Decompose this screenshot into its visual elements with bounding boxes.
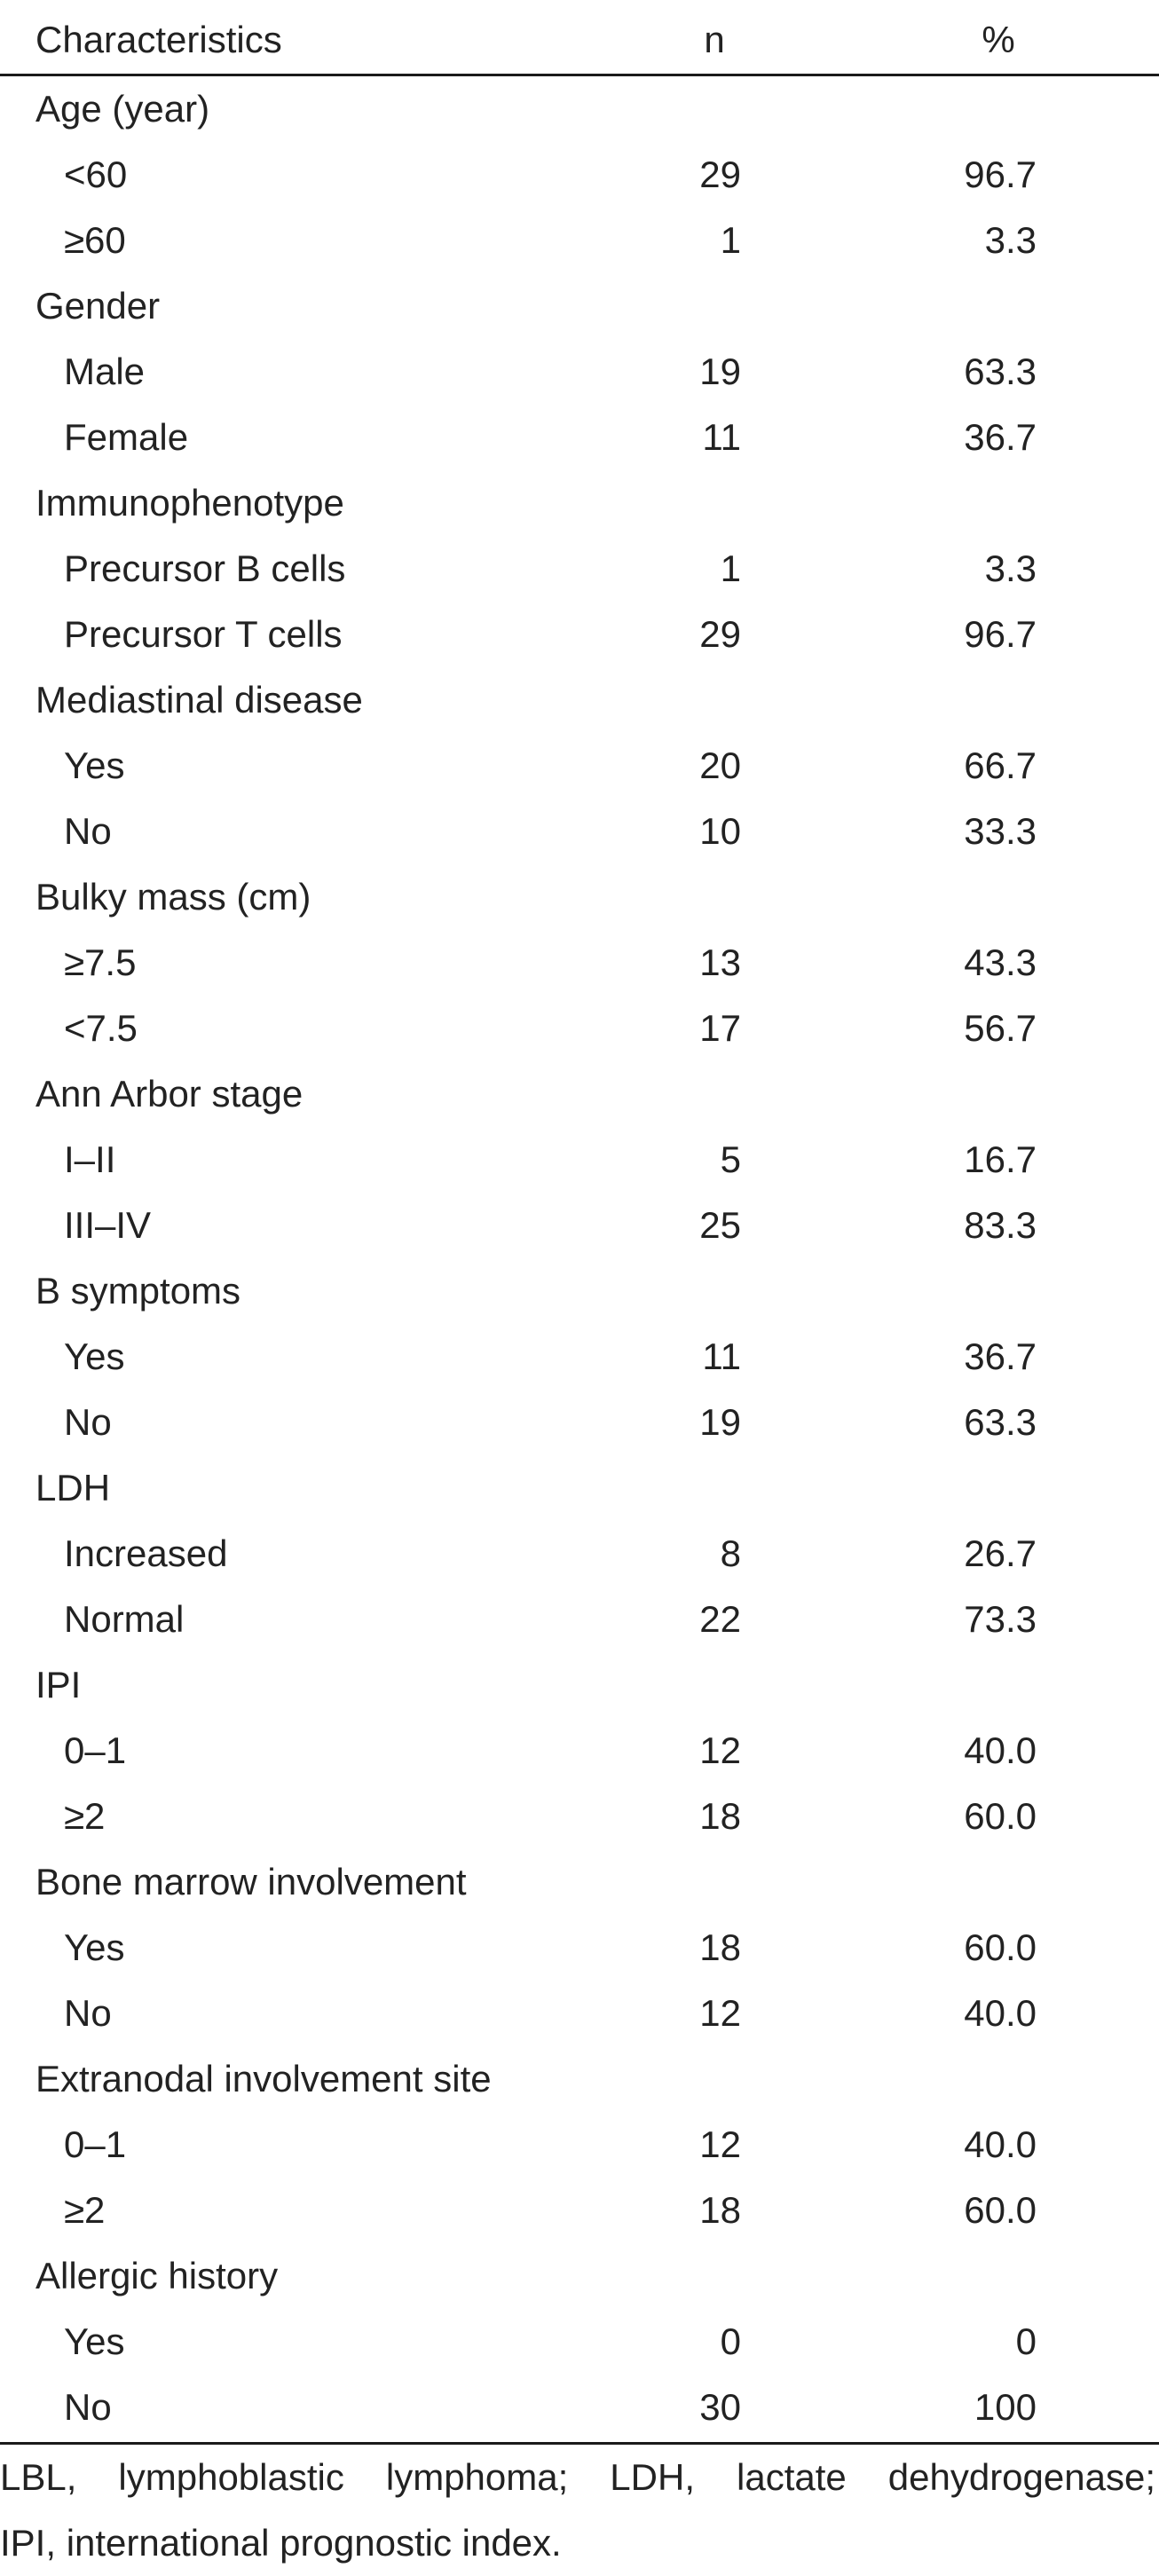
category-row <box>0 1061 1159 1127</box>
table-row <box>0 405 1159 470</box>
row-n-value: 11 <box>702 1335 741 1377</box>
row-percent-value: 60.0 <box>964 1795 1037 1837</box>
category-label: Immunophenotype <box>35 482 344 524</box>
table-row <box>0 1784 1159 1849</box>
row-percent-value: 100 <box>974 2386 1037 2428</box>
footnote-line-2: IPI, international prognostic index. <box>0 2522 562 2564</box>
table-row <box>0 2309 1159 2375</box>
table-row <box>0 1324 1159 1390</box>
row-percent-value: 63.3 <box>964 351 1037 392</box>
row-label: 0–1 <box>64 1729 127 1771</box>
row-label: ≥2 <box>64 1795 106 1837</box>
row-n-value: 18 <box>699 1926 741 1968</box>
row-percent-value: 3.3 <box>984 547 1037 589</box>
row-n-value: 13 <box>699 941 741 983</box>
row-n-value: 8 <box>720 1532 741 1574</box>
category-row <box>0 864 1159 930</box>
row-n-value: 22 <box>699 1598 741 1640</box>
category-label: Allergic history <box>35 2255 279 2296</box>
row-n-value: 19 <box>699 351 741 392</box>
row-percent-value: 0 <box>1015 2320 1037 2362</box>
row-n-value: 5 <box>720 1138 741 1180</box>
category-label: Bulky mass (cm) <box>35 876 311 918</box>
table-row <box>0 996 1159 1061</box>
table-row <box>0 1981 1159 2046</box>
footnote-line-1: LBL, lymphoblastic lymphoma; LDH, lactate dehydrogenase; <box>0 2456 1155 2498</box>
row-label: No <box>64 810 112 852</box>
row-label: <60 <box>64 154 128 195</box>
header-n: n <box>704 19 725 60</box>
category-row <box>0 2046 1159 2112</box>
category-label: Mediastinal disease <box>35 679 363 721</box>
category-label: IPI <box>35 1664 82 1706</box>
row-label: <7.5 <box>64 1007 138 1049</box>
row-percent-value: 26.7 <box>964 1532 1037 1574</box>
row-percent-value: 96.7 <box>964 154 1037 195</box>
row-percent-value: 40.0 <box>964 1729 1037 1771</box>
category-row <box>0 273 1159 339</box>
table-row <box>0 208 1159 273</box>
row-n-value: 17 <box>699 1007 741 1049</box>
table-row <box>0 1915 1159 1981</box>
row-n-value: 20 <box>699 744 741 786</box>
row-percent-value: 60.0 <box>964 2189 1037 2231</box>
category-row <box>0 76 1159 142</box>
row-percent-value: 40.0 <box>964 2123 1037 2165</box>
row-label: ≥2 <box>64 2189 106 2231</box>
table-row <box>0 1587 1159 1652</box>
row-percent-value: 40.0 <box>964 1992 1037 2034</box>
table-row <box>0 1521 1159 1587</box>
category-row <box>0 470 1159 536</box>
row-label: Increased <box>64 1532 228 1574</box>
row-n-value: 1 <box>720 219 741 261</box>
table-row <box>0 1718 1159 1784</box>
table-row <box>0 799 1159 864</box>
row-percent-value: 73.3 <box>964 1598 1037 1640</box>
row-label: I–II <box>64 1138 116 1180</box>
table-row <box>0 930 1159 996</box>
row-label: Precursor B cells <box>64 547 346 589</box>
table-row <box>0 1390 1159 1455</box>
category-row <box>0 667 1159 733</box>
row-n-value: 1 <box>720 547 741 589</box>
row-n-value: 18 <box>699 2189 741 2231</box>
row-percent-value: 56.7 <box>964 1007 1037 1049</box>
table-row <box>0 1193 1159 1258</box>
row-label: 0–1 <box>64 2123 127 2165</box>
row-label: Precursor T cells <box>64 613 343 655</box>
table-row <box>0 536 1159 602</box>
row-percent-value: 33.3 <box>964 810 1037 852</box>
row-label: III–IV <box>64 1204 152 1246</box>
row-percent-value: 83.3 <box>964 1204 1037 1246</box>
category-label: Bone marrow involvement <box>35 1861 467 1902</box>
table-footnote <box>0 2445 1159 2576</box>
row-n-value: 29 <box>699 154 741 195</box>
row-label: No <box>64 2386 112 2428</box>
row-label: Yes <box>64 1335 125 1377</box>
row-percent-value: 43.3 <box>964 941 1037 983</box>
row-label: Yes <box>64 2320 125 2362</box>
row-label: Yes <box>64 744 125 786</box>
row-label: ≥60 <box>64 219 126 261</box>
row-n-value: 12 <box>699 1992 741 2034</box>
header-percent: % <box>982 19 1015 60</box>
row-label: Normal <box>64 1598 185 1640</box>
row-label: Male <box>64 351 146 392</box>
table-row <box>0 1127 1159 1193</box>
row-label: Female <box>64 416 189 458</box>
row-percent-value: 63.3 <box>964 1401 1037 1443</box>
row-n-value: 29 <box>699 613 741 655</box>
header-characteristics: Characteristics <box>35 19 282 60</box>
row-percent-value: 66.7 <box>964 744 1037 786</box>
row-percent-value: 60.0 <box>964 1926 1037 1968</box>
row-percent-value: 16.7 <box>964 1138 1037 1180</box>
category-row <box>0 1455 1159 1521</box>
row-n-value: 30 <box>699 2386 741 2428</box>
category-row <box>0 1652 1159 1718</box>
row-n-value: 0 <box>720 2320 741 2362</box>
category-label: Gender <box>35 285 161 327</box>
row-n-value: 19 <box>699 1401 741 1443</box>
category-label: Extranodal involvement site <box>35 2058 492 2099</box>
row-percent-value: 3.3 <box>984 219 1037 261</box>
table-row <box>0 2375 1159 2440</box>
category-label: LDH <box>35 1467 111 1509</box>
row-label: ≥7.5 <box>64 941 137 983</box>
row-percent-value: 96.7 <box>964 613 1037 655</box>
row-n-value: 12 <box>699 1729 741 1771</box>
row-n-value: 10 <box>699 810 741 852</box>
row-n-value: 11 <box>702 416 741 458</box>
table-row <box>0 339 1159 405</box>
row-label: No <box>64 1401 112 1443</box>
row-percent-value: 36.7 <box>964 416 1037 458</box>
row-label: No <box>64 1992 112 2034</box>
category-row <box>0 2243 1159 2309</box>
table-row <box>0 602 1159 667</box>
category-label: B symptoms <box>35 1270 241 1312</box>
category-label: Age (year) <box>35 88 210 130</box>
table-row <box>0 2178 1159 2243</box>
row-label: Yes <box>64 1926 125 1968</box>
table-header-row <box>0 7 1159 73</box>
row-percent-value: 36.7 <box>964 1335 1037 1377</box>
row-n-value: 12 <box>699 2123 741 2165</box>
row-n-value: 18 <box>699 1795 741 1837</box>
table-row <box>0 733 1159 799</box>
table-row <box>0 2112 1159 2178</box>
category-label: Ann Arbor stage <box>35 1073 304 1115</box>
category-row <box>0 1258 1159 1324</box>
table-row <box>0 142 1159 208</box>
category-row <box>0 1849 1159 1915</box>
row-n-value: 25 <box>699 1204 741 1246</box>
